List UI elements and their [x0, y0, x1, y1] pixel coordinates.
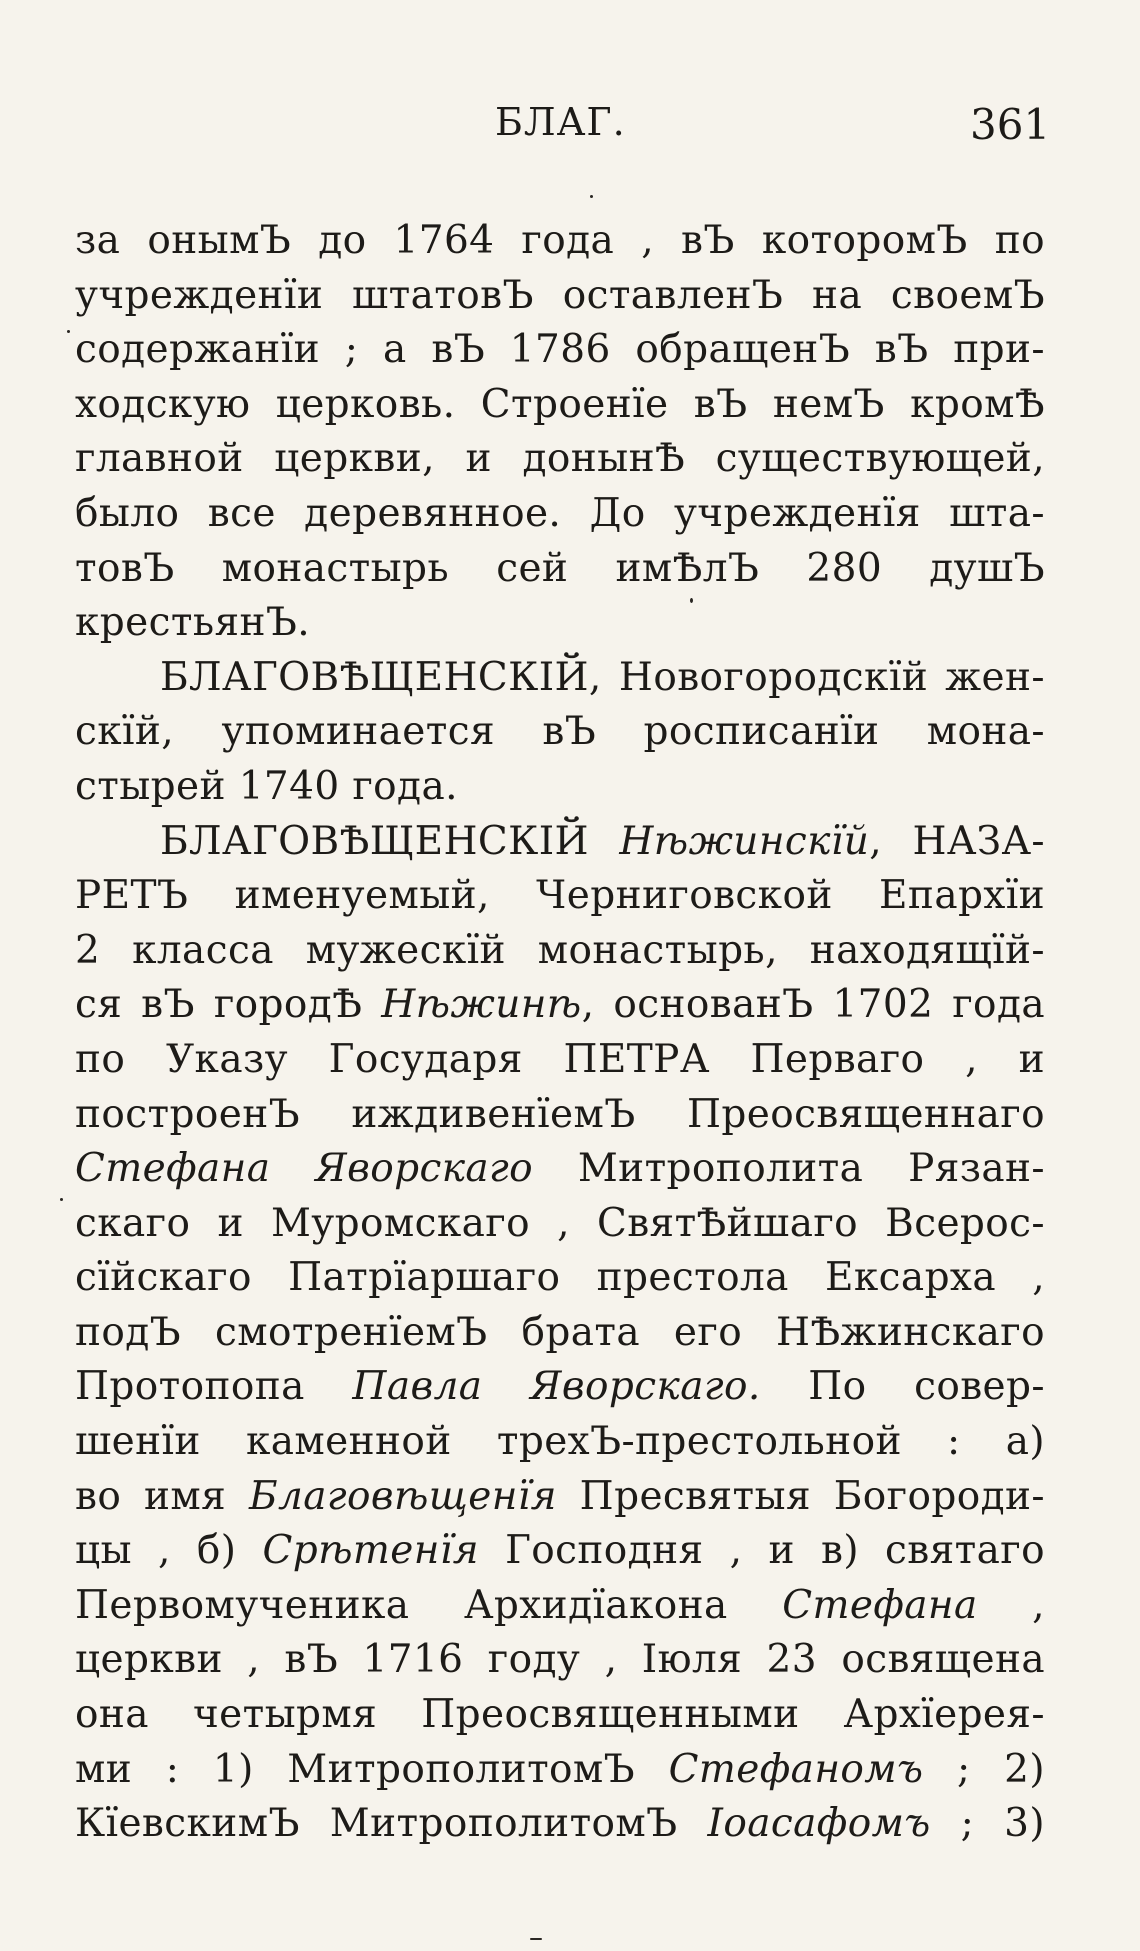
text-line — [75, 378, 1045, 433]
text-segment: содержанїи ; а вЪ 1786 обращенЪ вЪ при- — [75, 327, 1045, 373]
italic-text: Срѣтенїя — [262, 1528, 479, 1574]
text-segment: Пресвятыя Богороди- — [556, 1473, 1046, 1519]
text-line — [75, 978, 1045, 1033]
text-segment: скаго и Муромскаго , СвятѢйшаго Всерос- — [75, 1200, 1045, 1246]
text-line — [75, 1633, 1045, 1688]
text-segment: товЪ монастырь сей имѢлЪ 280 душЪ — [75, 545, 1045, 591]
text-segment: за онымЪ до 1764 года , вЪ которомЪ по — [75, 218, 1045, 263]
italic-text: Благовѣщенїя — [248, 1473, 557, 1519]
text-line — [75, 1033, 1045, 1088]
text-line — [75, 1251, 1045, 1306]
text-segment: скїй, упоминается вЪ росписанїи мона- — [75, 709, 1045, 755]
text-line — [75, 1360, 1045, 1415]
text-segment: Господня , и в) святаго — [478, 1528, 1045, 1574]
italic-text: Павла Яворскаго. — [352, 1364, 761, 1410]
text-segment: , основанЪ 1702 года — [581, 982, 1046, 1028]
text-line — [75, 1579, 1045, 1634]
text-line — [75, 651, 1045, 706]
text-line — [75, 1197, 1045, 1252]
text-line — [75, 1470, 1045, 1525]
text-line — [75, 815, 1045, 870]
italic-text: Стефана Яворскаго — [75, 1146, 534, 1192]
text-line — [75, 760, 1045, 815]
text-segment: было все деревянное. До учрежденїя шта- — [75, 490, 1045, 536]
text-line — [75, 487, 1045, 542]
text-segment: крестьянЪ. — [75, 600, 311, 646]
text-line — [75, 705, 1045, 760]
text-line — [75, 1797, 1045, 1852]
text-line — [75, 1088, 1045, 1143]
text-segment: Митрополита Рязан- — [533, 1146, 1046, 1192]
text-segment: ; 3) — [930, 1801, 1046, 1847]
text-segment: подЪ смотренїемЪ брата его НѢжинскаго — [75, 1309, 1045, 1355]
text-line — [75, 1524, 1045, 1579]
text-segment: цы , б) — [75, 1528, 263, 1574]
text-segment: , — [977, 1582, 1045, 1628]
text-line — [75, 1688, 1045, 1743]
text-segment: во имя — [75, 1473, 249, 1519]
text-line — [75, 1142, 1045, 1197]
text-segment: Протопопа — [75, 1364, 353, 1410]
text-line — [75, 596, 1045, 651]
text-line — [75, 1743, 1045, 1798]
text-line — [75, 432, 1045, 487]
italic-text: Нѣжинскїй — [619, 818, 870, 864]
text-line — [75, 1415, 1045, 1470]
text-segment: стырей 1740 года. — [75, 763, 458, 809]
text-segment: РЕТЪ именуемый, Черниговской Епархїи — [75, 873, 1045, 919]
italic-text: Нѣжинѣ — [381, 982, 582, 1028]
text-line — [75, 323, 1045, 378]
text-segment: БЛАГОВѢЩЕНСКIЙ, Новогородскїй жен- — [160, 654, 1045, 700]
text-segment: церкви , вЪ 1716 году , Iюля 23 освящена — [75, 1637, 1045, 1683]
text-line — [75, 1306, 1045, 1361]
text-line — [75, 542, 1045, 597]
page-number: 361 — [970, 100, 1051, 149]
text-line — [75, 869, 1045, 924]
text-segment: главной церкви, и донынѢ существующей, — [75, 436, 1045, 482]
text-line — [75, 924, 1045, 979]
text-line — [75, 269, 1045, 324]
text-segment: По совер- — [760, 1364, 1045, 1410]
text-segment: построенЪ иждивенїемЪ Преосвященнаго — [75, 1091, 1045, 1137]
text-segment: БЛАГОВѢЩЕНСКIЙ — [160, 818, 620, 864]
text-line — [75, 214, 1045, 269]
italic-text: Стефана — [782, 1582, 978, 1628]
text-segment: КїевскимЪ МитрополитомЪ — [75, 1801, 708, 1847]
text-segment: учрежденїи штатовЪ оставленЪ на своемЪ — [75, 272, 1045, 318]
page-header — [0, 100, 1140, 160]
text-segment: Первомученика Архидїакона — [75, 1582, 783, 1628]
text-segment: ся вЪ городѢ — [75, 982, 382, 1028]
text-segment: шенїи каменной трехЪ-престольной : а) — [75, 1419, 1045, 1465]
text-segment: ми : 1) МитрополитомЪ — [75, 1746, 669, 1792]
italic-text: Стефаномъ — [668, 1746, 924, 1792]
text-segment: по Указу Государя ПЕТРА Перваго , и — [75, 1036, 1045, 1082]
text-segment: ходскую церковь. Строенїе вЪ немЪ кромѢ — [75, 381, 1045, 427]
running-head: БЛАГ. — [495, 100, 626, 144]
text-segment: она четырмя Преосвященными Архїерея- — [75, 1692, 1045, 1738]
text-segment: ; 2) — [923, 1746, 1045, 1792]
text-segment: сїйскаго Патрїаршаго престола Ексарха , — [75, 1255, 1045, 1301]
text-segment: 2 класса мужескїй монастырь, находящїй- — [75, 927, 1045, 973]
text-segment: , НАЗА- — [869, 818, 1045, 864]
body-text — [75, 214, 1045, 1852]
italic-text: Іоасафомъ — [707, 1801, 931, 1847]
